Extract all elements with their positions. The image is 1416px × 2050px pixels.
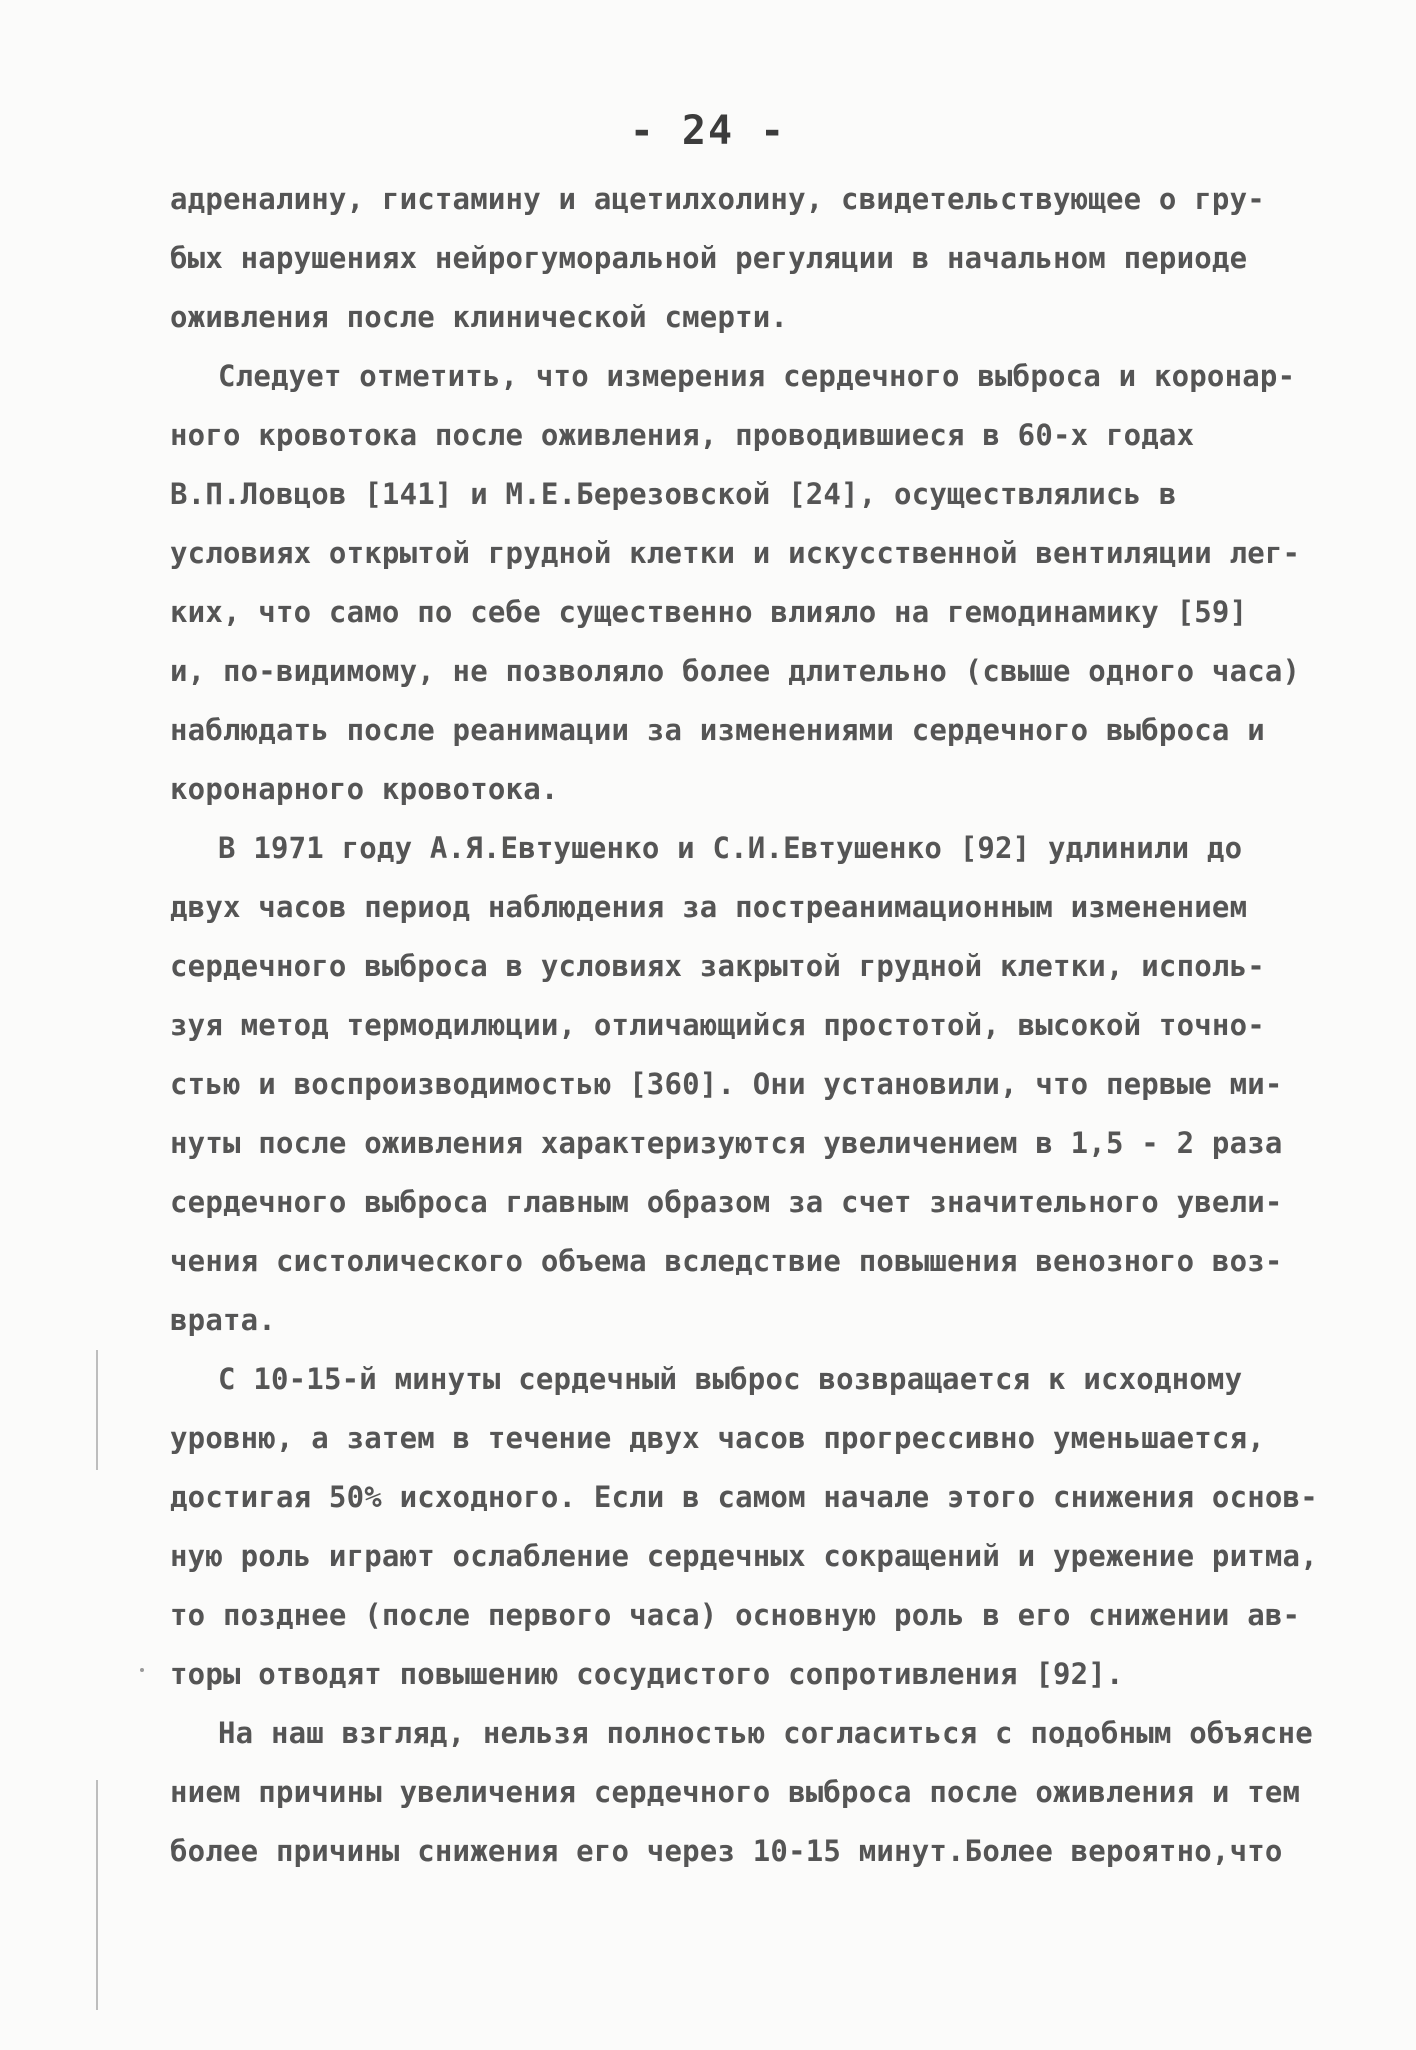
page-number: - 24 - [629, 108, 787, 154]
text-line: условиях открытой грудной клетки и искусственной вентиляции лег- [170, 536, 1301, 570]
text-line: сердечного выброса главным образом за счет значительного увели- [170, 1185, 1283, 1219]
text-line: врата. [170, 1303, 276, 1337]
text-line: стью и воспроизводимостью [360]. Они установили, что первые ми- [170, 1067, 1283, 1101]
text-line: С 10-15-й минуты сердечный выброс возвращается к исходному [218, 1362, 1243, 1396]
text-line: оживления после клинической смерти. [170, 300, 789, 334]
left-margin-line [96, 1350, 98, 1470]
text-line: На наш взгляд, нельзя полностью согласиться с подобным объясне [218, 1716, 1313, 1750]
text-line: ную роль играют ослабление сердечных сокращений и урежение ритма, [170, 1539, 1318, 1573]
text-line: торы отводят повышению сосудистого сопротивления [92]. [170, 1657, 1124, 1691]
text-line: уровню, а затем в течение двух часов прогрессивно уменьшается, [170, 1421, 1265, 1455]
text-line: наблюдать после реанимации за изменениями сердечного выброса и [170, 713, 1265, 747]
left-margin-line [96, 1780, 98, 2010]
text-line: В 1971 году А.Я.Евтушенко и С.И.Евтушенко [92] удлинили до [218, 831, 1243, 865]
text-line: зуя метод термодилюции, отличающийся простотой, высокой точно- [170, 1008, 1265, 1042]
text-line: нием причины увеличения сердечного выброса после оживления и тем [170, 1775, 1301, 1809]
text-line: более причины снижения его через 10-15 минут.Более вероятно,что [170, 1834, 1283, 1868]
text-line: В.П.Ловцов [141] и М.Е.Березовской [24], осуществлялись в [170, 477, 1177, 511]
text-line: достигая 50% исходного. Если в самом начале этого снижения основ- [170, 1480, 1318, 1514]
text-line: двух часов период наблюдения за постреанимационным изменением [170, 890, 1248, 924]
text-line: сердечного выброса в условиях закрытой грудной клетки, исполь- [170, 949, 1265, 983]
text-line: то позднее (после первого часа) основную роль в его снижении ав- [170, 1598, 1301, 1632]
text-line: адреналину, гистамину и ацетилхолину, свидетельствующее о гру- [170, 182, 1265, 216]
text-line: нуты после оживления характеризуются увеличением в 1,5 - 2 раза [170, 1126, 1283, 1160]
text-line: ких, что само по себе существенно влияло на гемодинамику [59] [170, 595, 1248, 629]
body-text [170, 170, 1340, 1881]
text-line: и, по-видимому, не позволяло более длительно (свыше одного часа) [170, 654, 1301, 688]
text-line: коронарного кровотока. [170, 772, 559, 806]
text-line: ного кровотока после оживления, проводившиеся в 60-х годах [170, 418, 1195, 452]
margin-dot [140, 1668, 144, 1672]
text-line: чения систолического объема вследствие повышения венозного воз- [170, 1244, 1283, 1278]
text-line: бых нарушениях нейрогуморальной регуляции в начальном периоде [170, 241, 1248, 275]
text-line: Следует отметить, что измерения сердечного выброса и коронар- [218, 359, 1296, 393]
